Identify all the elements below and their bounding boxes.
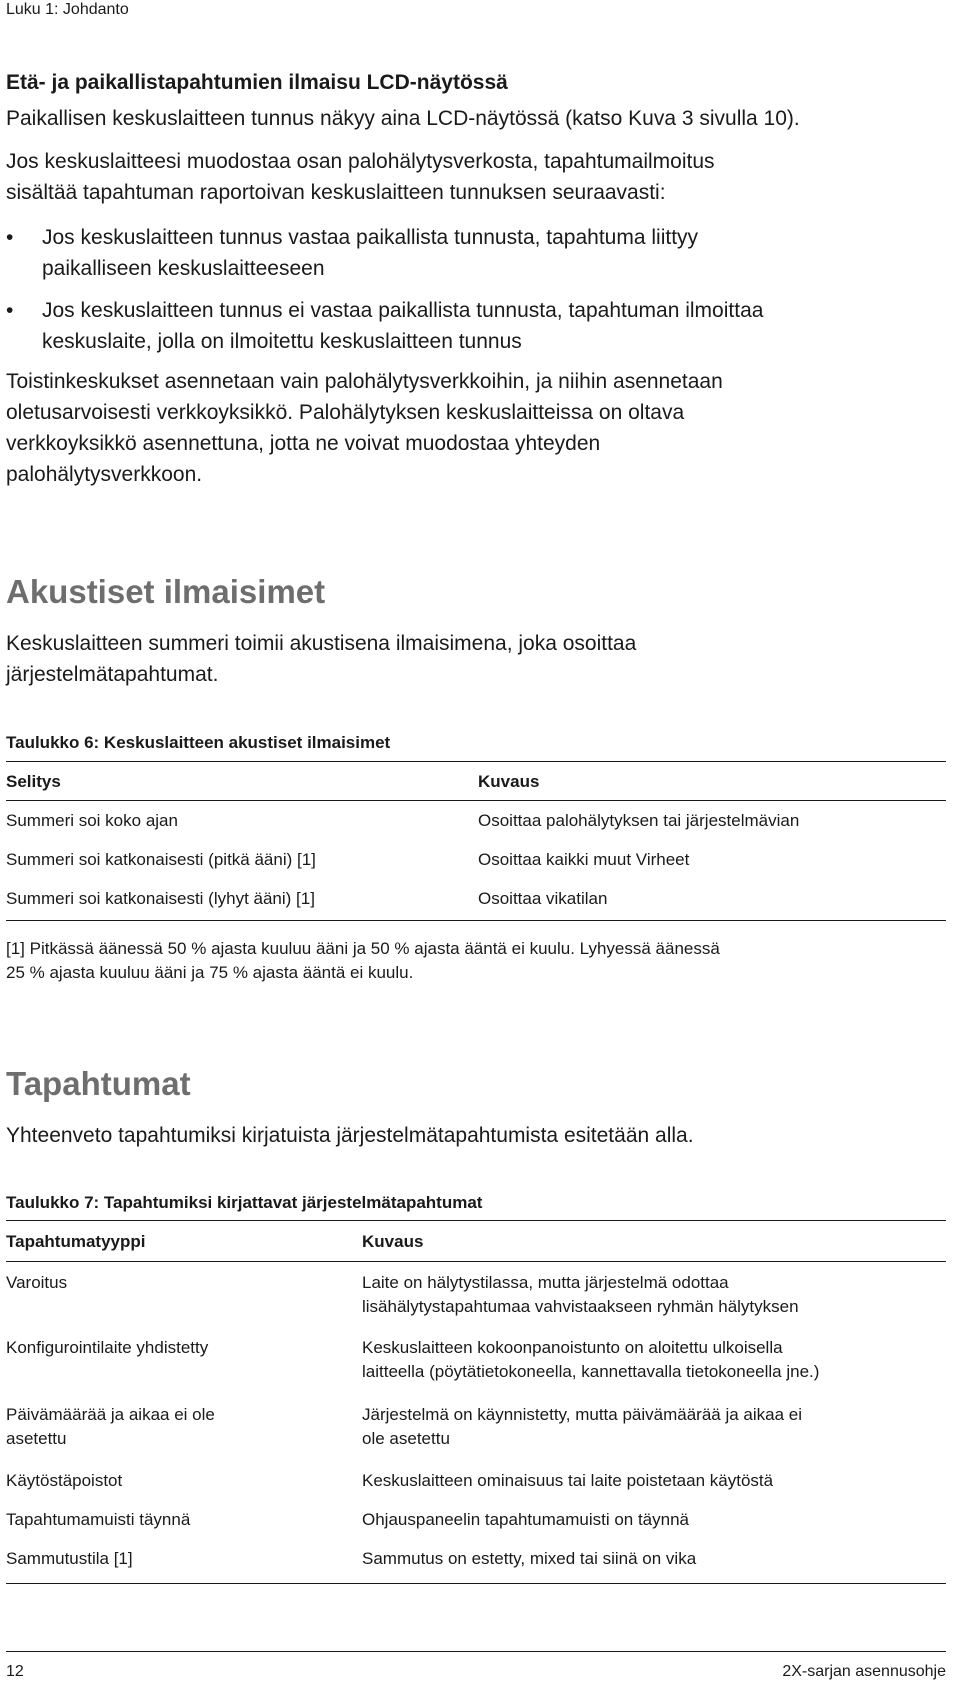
table-top-rule xyxy=(6,761,946,762)
section-heading-acoustic: Akustiset ilmaisimet xyxy=(6,573,326,610)
bullet-item xyxy=(6,222,956,284)
table-cell xyxy=(6,1336,346,1360)
footnote-line: [1] Pitkässä äänessä 50 % ajasta kuuluu ääni ja 50 % ajasta ääntä ei kuulu. Lyhyessä äänessä xyxy=(6,939,720,958)
cell-line: laitteella (pöytätietokoneella, kannettavalla tietokoneella jne.) xyxy=(362,1362,820,1381)
table-cell: Summeri soi katkonaisesti (lyhyt ääni) [1] xyxy=(6,889,315,908)
page-number: 12 xyxy=(6,1663,24,1680)
bullet-line: Jos keskuslaitteen tunnus ei vastaa paikallista tunnusta, tapahtuman ilmoittaa xyxy=(42,299,764,322)
cell-line: Järjestelmä on käynnistetty, mutta päivämäärää ja aikaa ei xyxy=(362,1405,803,1424)
cell-line: Sammutus on estetty, mixed tai siinä on vika xyxy=(362,1549,697,1568)
paragraph-network xyxy=(6,146,956,208)
table-cell xyxy=(6,1403,346,1451)
table-header-cell: Kuvaus xyxy=(362,1232,424,1251)
cell-line: lisähälytystapahtumaa vahvistaakseen ryhmän hälytyksen xyxy=(362,1297,799,1316)
cell-line: Keskuslaitteen kokoonpanoistunto on aloitettu ulkoisella xyxy=(362,1338,783,1357)
manual-title: 2X-sarjan asennusohje xyxy=(782,1663,946,1680)
table-cell xyxy=(362,1271,952,1319)
table-header-rule xyxy=(6,800,946,801)
cell-line: Laite on hälytystilassa, mutta järjestelmä odottaa xyxy=(362,1273,729,1292)
paragraph-local-id: Paikallisen keskuslaitteen tunnus näkyy aina LCD-näytössä (katso Kuva 3 sivulla 10). xyxy=(6,107,800,130)
table-cell: Summeri soi katkonaisesti (pitkä ääni) [1] xyxy=(6,850,316,869)
paragraph-line: verkkoyksikkö asennettuna, jotta ne voivat muodostaa yhteyden xyxy=(6,432,601,455)
paragraph-line: Jos keskuslaitteesi muodostaa osan palohälytysverkosta, tapahtumailmoitus xyxy=(6,150,715,173)
table-header-cell: Kuvaus xyxy=(478,772,540,791)
cell-line: asetettu xyxy=(6,1429,67,1448)
table-bottom-rule xyxy=(6,920,946,921)
table-cell xyxy=(362,1508,952,1532)
table-cell xyxy=(6,1271,346,1295)
table-caption-7: Taulukko 7: Tapahtumiksi kirjattavat järjestelmätapahtumat xyxy=(6,1193,483,1212)
bullet-icon: • xyxy=(6,299,14,322)
paragraph-line: järjestelmätapahtumat. xyxy=(6,663,219,686)
table-cell: Osoittaa palohälytyksen tai järjestelmävian xyxy=(478,811,800,830)
bullet-line: keskuslaite, jolla on ilmoitettu keskuslaitteen tunnus xyxy=(42,330,522,353)
paragraph-line: sisältää tapahtuman raportoivan keskuslaitteen tunnuksen seuraavasti: xyxy=(6,181,666,204)
paragraph-line: oletusarvoisesti verkkoyksikkö. Palohälytyksen keskuslaitteissa on oltava xyxy=(6,401,685,424)
table-cell: Osoittaa kaikki muut Virheet xyxy=(478,850,690,869)
bullet-line: paikalliseen keskuslaitteeseen xyxy=(42,257,325,280)
cell-line: Ohjauspaneelin tapahtumamuisti on täynnä xyxy=(362,1510,689,1529)
bullet-item xyxy=(6,295,956,357)
table-bottom-rule xyxy=(6,1583,946,1584)
cell-line: Varoitus xyxy=(6,1273,68,1292)
table-cell xyxy=(6,1508,346,1532)
table-cell: Summeri soi koko ajan xyxy=(6,811,178,830)
table-cell xyxy=(362,1469,952,1493)
cell-line: Käytöstäpoistot xyxy=(6,1471,123,1490)
table-cell xyxy=(6,1547,346,1571)
cell-line: Tapahtumamuisti täynnä xyxy=(6,1510,191,1529)
paragraph-line: Toistinkeskukset asennetaan vain palohälytysverkkoihin, ja niihin asennetaan xyxy=(6,370,723,393)
table-cell xyxy=(362,1547,952,1571)
footer-rule xyxy=(6,1651,946,1652)
cell-line: Konfigurointilaite yhdistetty xyxy=(6,1338,209,1357)
table-footnote xyxy=(6,937,956,985)
table-cell xyxy=(6,1469,346,1493)
paragraph-line: palohälytysverkkoon. xyxy=(6,463,203,486)
table-cell xyxy=(362,1403,952,1451)
table-top-rule xyxy=(6,1220,946,1221)
bullet-line: Jos keskuslaitteen tunnus vastaa paikallista tunnusta, tapahtuma liittyy xyxy=(42,226,699,249)
paragraph-events-summary: Yhteenveto tapahtumiksi kirjatuista järjestelmätapahtumista esitetään alla. xyxy=(6,1124,694,1147)
cell-line: Keskuslaitteen ominaisuus tai laite poistetaan käytöstä xyxy=(362,1471,774,1490)
table-cell xyxy=(362,1336,952,1384)
bullet-icon: • xyxy=(6,226,14,249)
section-heading-events: Tapahtumat xyxy=(6,1065,191,1102)
table-header-rule xyxy=(6,1261,946,1262)
cell-line: Päivämäärää ja aikaa ei ole xyxy=(6,1405,215,1424)
table-header-cell: Tapahtumatyyppi xyxy=(6,1232,146,1251)
section-heading-event-display: Etä- ja paikallistapahtumien ilmaisu LCD-näytössä xyxy=(6,71,508,94)
cell-line: Sammutustila [1] xyxy=(6,1549,133,1568)
table-caption-6: Taulukko 6: Keskuslaitteen akustiset ilmaisimet xyxy=(6,733,391,752)
footnote-line: 25 % ajasta kuuluu ääni ja 75 % ajasta ääntä ei kuulu. xyxy=(6,963,414,982)
paragraph-repeaters xyxy=(6,366,956,490)
table-cell: Osoittaa vikatilan xyxy=(478,889,608,908)
chapter-header: Luku 1: Johdanto xyxy=(6,1,129,18)
paragraph-line: Keskuslaitteen summeri toimii akustisena ilmaisimena, joka osoittaa xyxy=(6,632,637,655)
cell-line: ole asetettu xyxy=(362,1429,450,1448)
paragraph-buzzer xyxy=(6,628,956,690)
table-header-cell: Selitys xyxy=(6,772,61,791)
